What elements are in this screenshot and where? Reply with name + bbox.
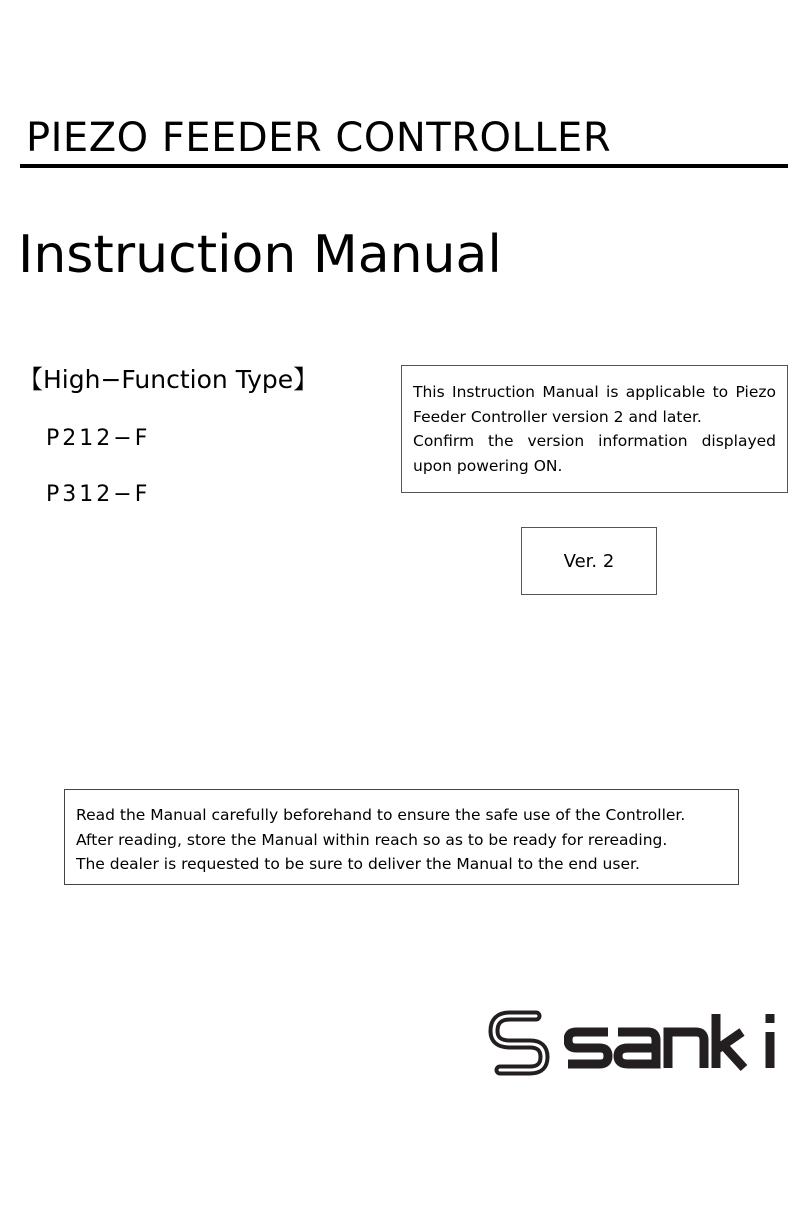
model-number-p212f: P212−F [46,426,151,451]
notice-line: After reading, store the Manual within reach so as to be ready for rereading. [76,830,668,849]
notice-line: Read the Manual carefully beforehand to ensure the safe use of the Controller. [76,806,686,824]
applicability-note-line: This Instruction Manual is applicable to Piezo Feeder Controller version 2 and later. [413,383,776,426]
sanki-logo-mark-icon [486,1004,554,1082]
applicability-note-box [401,365,788,493]
sanki-logo [486,1004,788,1082]
title-divider [20,164,788,168]
safety-notice-box [64,789,739,885]
product-type-heading: 【High−Function Type】 [18,365,319,394]
product-title: PIEZO FEEDER CONTROLLER [26,115,612,161]
version-label: Ver. 2 [563,550,615,572]
model-number-p312f: P312−F [46,482,151,507]
manual-title: Instruction Manual [18,225,502,285]
version-box [521,527,657,595]
sanki-logo-wordmark [564,1010,788,1082]
applicability-note-line: Confirm the version information displayed upon powering ON. [413,432,776,475]
notice-line: The dealer is requested to be sure to deliver the Manual to the end user. [76,855,640,873]
